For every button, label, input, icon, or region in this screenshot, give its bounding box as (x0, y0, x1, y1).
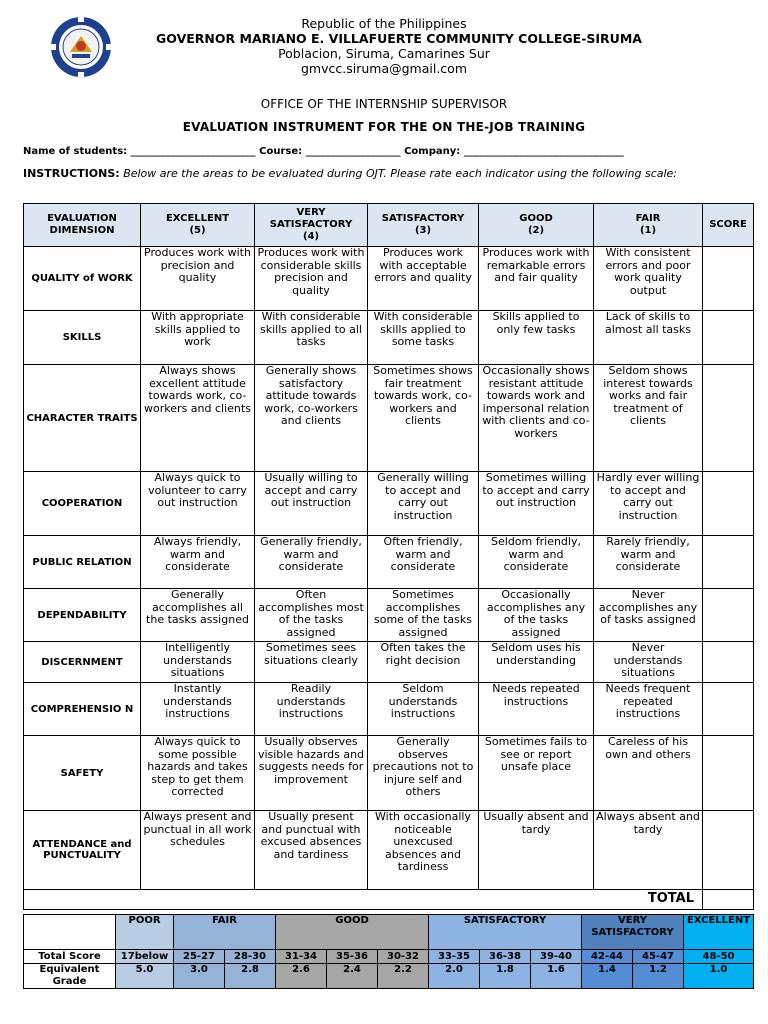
criterion-cell: Sometimes accomplishes some of the tasks assigned (368, 589, 479, 642)
score-cell[interactable] (703, 247, 754, 311)
criterion-cell: Skills applied to only few tasks (479, 311, 594, 365)
header-dimension: EVALUATION DIMENSION (24, 204, 141, 247)
criterion-cell: Generally friendly, warm and considerate (255, 536, 368, 589)
criterion-cell: Usually present and punctual with excused absences and tardiness (255, 811, 368, 890)
score-cell[interactable] (703, 365, 754, 472)
criterion-cell: With occasionally noticeable unexcused absences and tardiness (368, 811, 479, 890)
instructions-label: INSTRUCTIONS: (23, 167, 120, 180)
rubric-row (24, 589, 754, 642)
equivalent-grade-cell: 1.8 (480, 964, 531, 989)
score-range-cell: 28-30 (225, 950, 276, 964)
criterion-cell: Sometimes willing to accept and carry out instruction (479, 472, 594, 536)
criterion-cell: Occasionally accomplishes any of the tasks assigned (479, 589, 594, 642)
criterion-cell: Seldom understands instructions (368, 683, 479, 736)
criterion-cell: Never accomplishes any of tasks assigned (594, 589, 703, 642)
criterion-cell: Readily understands instructions (255, 683, 368, 736)
dimension-cell: SKILLS (24, 311, 141, 365)
score-cell[interactable] (703, 472, 754, 536)
equivalent-grade-cell: 2.8 (225, 964, 276, 989)
rubric-row (24, 536, 754, 589)
college-email: gmvcc.siruma@gmail.com (301, 61, 467, 76)
criterion-cell: Careless of his own and others (594, 736, 703, 811)
dimension-cell: COMPREHENSIO N (24, 683, 141, 736)
criterion-cell: Often takes the right decision (368, 642, 479, 683)
criterion-cell: Needs repeated instructions (479, 683, 594, 736)
score-cell[interactable] (703, 736, 754, 811)
criterion-cell: Produces work with considerable skills precision and quality (255, 247, 368, 311)
header-fair: FAIR (1) (594, 204, 703, 247)
criterion-cell: Seldom uses his understanding (479, 642, 594, 683)
equivalent-grade-cell: 2.4 (327, 964, 378, 989)
company-blank[interactable]: ________________________________ (463, 146, 624, 157)
score-range-cell: 17below (116, 950, 174, 964)
criterion-cell: Sometimes shows fair treatment towards work, co-workers and clients (368, 365, 479, 472)
criterion-cell: Seldom shows interest towards works and fair treatment of clients (594, 365, 703, 472)
criterion-cell: Always present and punctual in all work schedules (141, 811, 255, 890)
rubric-row (24, 247, 754, 311)
republic-line: Republic of the Philippines (301, 16, 467, 31)
category-very-satisfactory: VERY SATISFACTORY (582, 915, 684, 950)
criterion-cell: Generally shows satisfactory attitude towards work, co-workers and clients (255, 365, 368, 472)
total-row (24, 890, 754, 910)
dimension-cell: COOPERATION (24, 472, 141, 536)
criterion-cell: With considerable skills applied to all tasks (255, 311, 368, 365)
criterion-cell: With consistent errors and poor work quality output (594, 247, 703, 311)
score-cell[interactable] (703, 642, 754, 683)
dimension-cell: ATTENDANCE and PUNCTUALITY (24, 811, 141, 890)
document-title: EVALUATION INSTRUMENT FOR THE ON THE-JOB TRAINING (182, 120, 586, 134)
criterion-cell: Needs frequent repeated instructions (594, 683, 703, 736)
total-score-cell[interactable] (703, 890, 754, 910)
criterion-cell: With considerable skills applied to some tasks (368, 311, 479, 365)
criterion-cell: Usually observes visible hazards and suggests needs for improvement (255, 736, 368, 811)
category-poor: POOR (116, 915, 174, 950)
grade-category-row (24, 915, 754, 950)
equivalent-grade-cell: 2.2 (378, 964, 429, 989)
category-good: GOOD (276, 915, 429, 950)
score-cell[interactable] (703, 536, 754, 589)
header-good: GOOD (2) (479, 204, 594, 247)
rubric-row (24, 642, 754, 683)
score-cell[interactable] (703, 683, 754, 736)
score-range-cell: 48-50 (684, 950, 754, 964)
header-text (0, 16, 768, 76)
criterion-cell: Generally observes precautions not to injure self and others (368, 736, 479, 811)
criterion-cell: With appropriate skills applied to work (141, 311, 255, 365)
rubric-header-row (24, 204, 754, 247)
category-satisfactory: SATISFACTORY (429, 915, 582, 950)
header-score: SCORE (703, 204, 754, 247)
rubric-row (24, 365, 754, 472)
company-label: Company: (404, 146, 461, 157)
criterion-cell: Lack of skills to almost all tasks (594, 311, 703, 365)
criterion-cell: Intelligently understands situations (141, 642, 255, 683)
student-info-fields (23, 146, 624, 157)
header-very-satisfactory: VERY SATISFACTORY (4) (255, 204, 368, 247)
criterion-cell: Generally accomplishes all the tasks assigned (141, 589, 255, 642)
score-range-cell: 42-44 (582, 950, 633, 964)
rubric-row (24, 811, 754, 890)
criterion-cell: Always quick to some possible hazards and takes step to get them corrected (141, 736, 255, 811)
score-cell[interactable] (703, 311, 754, 365)
header-satisfactory: SATISFACTORY (3) (368, 204, 479, 247)
dimension-cell: SAFETY (24, 736, 141, 811)
criterion-cell: Rarely friendly, warm and considerate (594, 536, 703, 589)
office-name: OFFICE OF THE INTERNSHIP SUPERVISOR (260, 97, 508, 111)
students-blank[interactable]: _________________________ (130, 146, 256, 157)
criterion-cell: Always quick to volunteer to carry out instruction (141, 472, 255, 536)
course-blank[interactable]: ___________________ (305, 146, 401, 157)
equivalent-grade-label: Equivalent Grade (24, 964, 116, 989)
rubric-row (24, 311, 754, 365)
criterion-cell: Sometimes fails to see or report unsafe place (479, 736, 594, 811)
criterion-cell: Produces work with remarkable errors and fair quality (479, 247, 594, 311)
score-range-cell: 30-32 (378, 950, 429, 964)
criterion-cell: Always friendly, warm and considerate (141, 536, 255, 589)
criterion-cell: Produces work with precision and quality (141, 247, 255, 311)
equivalent-grade-cell: 1.2 (633, 964, 684, 989)
instructions-text: Below are the areas to be evaluated during OJT. Please rate each indicator using the following scale: (123, 167, 678, 180)
course-label: Course: (259, 146, 303, 157)
score-range-cell: 25-27 (174, 950, 225, 964)
score-range-cell: 31-34 (276, 950, 327, 964)
total-label: TOTAL (24, 890, 703, 910)
category-excellent: EXCELLENT (684, 915, 754, 950)
grade-corner-cell (24, 915, 116, 950)
criterion-cell: Seldom friendly, warm and considerate (479, 536, 594, 589)
criterion-cell: Often friendly, warm and considerate (368, 536, 479, 589)
grade-equivalence-table (23, 914, 754, 989)
document-header (0, 14, 768, 80)
college-name: GOVERNOR MARIANO E. VILLAFUERTE COMMUNITY COLLEGE-SIRUMA (156, 31, 642, 46)
criterion-cell: Usually willing to accept and carry out instruction (255, 472, 368, 536)
header-excellent: EXCELLENT (5) (141, 204, 255, 247)
score-range-cell: 45-47 (633, 950, 684, 964)
score-range-cell: 39-40 (531, 950, 582, 964)
equivalent-grade-row (24, 964, 754, 989)
score-range-cell: 33-35 (429, 950, 480, 964)
equivalent-grade-cell: 3.0 (174, 964, 225, 989)
evaluation-rubric-table (23, 203, 754, 910)
dimension-cell: QUALITY of WORK (24, 247, 141, 311)
total-score-row (24, 950, 754, 964)
equivalent-grade-cell: 1.6 (531, 964, 582, 989)
equivalent-grade-cell: 2.0 (429, 964, 480, 989)
criterion-cell: Usually absent and tardy (479, 811, 594, 890)
criterion-cell: Hardly ever willing to accept and carry out instruction (594, 472, 703, 536)
criterion-cell: Produces work with acceptable errors and quality (368, 247, 479, 311)
equivalent-grade-cell: 5.0 (116, 964, 174, 989)
equivalent-grade-cell: 1.4 (582, 964, 633, 989)
dimension-cell: DEPENDABILITY (24, 589, 141, 642)
criterion-cell: Always shows excellent attitude towards work, co-workers and clients (141, 365, 255, 472)
rubric-row (24, 472, 754, 536)
dimension-cell: CHARACTER TRAITS (24, 365, 141, 472)
instructions (23, 167, 745, 180)
criterion-cell: Occasionally shows resistant attitude towards work and impersonal relation with clients and co-workers (479, 365, 594, 472)
equivalent-grade-cell: 1.0 (684, 964, 754, 989)
rubric-row (24, 683, 754, 736)
score-cell[interactable] (703, 589, 754, 642)
score-range-cell: 36-38 (480, 950, 531, 964)
dimension-cell: DISCERNMENT (24, 642, 141, 683)
equivalent-grade-cell: 2.6 (276, 964, 327, 989)
score-cell[interactable] (703, 811, 754, 890)
students-label: Name of students: (23, 146, 128, 157)
criterion-cell: Instantly understands instructions (141, 683, 255, 736)
category-fair: FAIR (174, 915, 276, 950)
criterion-cell: Often accomplishes most of the tasks assigned (255, 589, 368, 642)
rubric-row (24, 736, 754, 811)
criterion-cell: Generally willing to accept and carry out instruction (368, 472, 479, 536)
dimension-cell: PUBLIC RELATION (24, 536, 141, 589)
criterion-cell: Sometimes sees situations clearly (255, 642, 368, 683)
criterion-cell: Always absent and tardy (594, 811, 703, 890)
total-score-label: Total Score (24, 950, 116, 964)
college-address: Poblacion, Siruma, Camarines Sur (278, 46, 490, 61)
score-range-cell: 35-36 (327, 950, 378, 964)
criterion-cell: Never understands situations (594, 642, 703, 683)
